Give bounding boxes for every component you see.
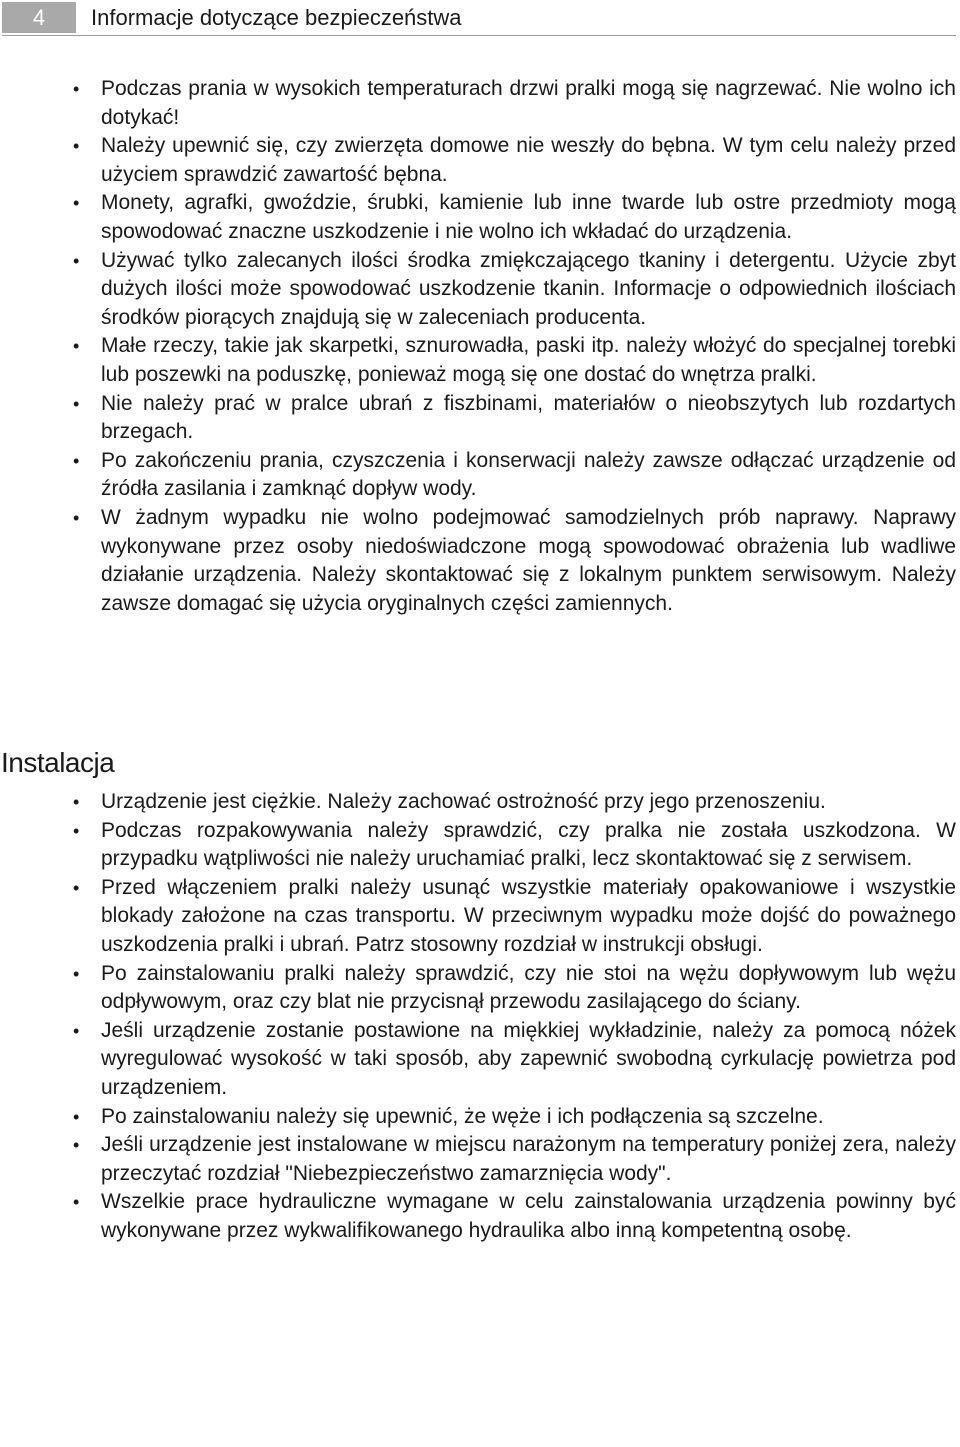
safety-list [0,75,960,618]
list-item: • Jeśli urządzenie jest instalowane w miejscu narażonym na temperatury poniżej zera, należy przeczytać rozdział "Niebezpieczeństwo zamarznięcia wody". [0,1131,956,1188]
installation-heading: Instalacja [1,747,115,778]
list-item: • Wszelkie prace hydrauliczne wymagane w celu zainstalowania urządzenia powinny być wykonywane przez wykwalifikowanego hydraulika albo inną kompetentną osobę. [0,1188,956,1245]
list-item: • Po zakończeniu prania, czyszczenia i konserwacji należy zawsze odłączać urządzenie od źródła zasilania i zamknąć dopływ wody. [0,447,956,504]
page-header [0,0,960,36]
installation-section [0,743,960,1246]
list-item: • Monety, agrafki, gwoździe, śrubki, kamienie lub inne twarde lub ostre przedmioty mogą spowodować znaczne uszkodzenie i nie wolno ich wkładać do urządzenia. [0,189,956,246]
page-number: 4 [2,2,76,33]
list-item: • Po zainstalowaniu pralki należy sprawdzić, czy nie stoi na wężu dopływowym lub wężu odpływowym, oraz czy blat nie przycisnął przewodu zasilającego do ściany. [0,960,956,1017]
list-item: • Po zainstalowaniu należy się upewnić, że węże i ich podłączenia są szczelne. [0,1103,956,1132]
list-item: • Jeśli urządzenie zostanie postawione na miękkiej wykładzinie, należy za pomocą nóżek wyregulować wysokość w taki sposób, aby zapewnić swobodną cyrkulację powietrza pod urządzeniem. [0,1017,956,1103]
list-item: • Należy upewnić się, czy zwierzęta domowe nie weszły do bębna. W tym celu należy przed użyciem sprawdzić zawartość bębna. [0,132,956,189]
list-item: • Podczas rozpakowywania należy sprawdzić, czy pralka nie została uszkodzona. W przypadku wątpliwości nie należy uruchamiać pralki, lecz skontaktować się z serwisem. [0,817,956,874]
list-item: • Nie należy prać w pralce ubrań z fiszbinami, materiałów o nieobszytych lub rozdartych brzegach. [0,390,956,447]
list-item: • Podczas prania w wysokich temperaturach drzwi pralki mogą się nagrzewać. Nie wolno ich dotykać! [0,75,956,132]
list-item: • Używać tylko zalecanych ilości środka zmiękczającego tkaniny i detergentu. Użycie zbyt dużych ilości może spowodować uszkodzenie tkanin. Informacje o odpowiednich ilościach środków piorących znajdują się w zaleceniach producenta. [0,247,956,333]
list-item: • W żadnym wypadku nie wolno podejmować samodzielnych prób naprawy. Naprawy wykonywane przez osoby niedoświadczone mogą spowodować obrażenia lub wadliwe działanie urządzenia. Należy skontaktować się z lokalnym punktem serwisowym. Należy zawsze domagać się użycia oryginalnych części zamiennych. [0,504,956,618]
list-item: • Małe rzeczy, takie jak skarpetki, sznurowadła, paski itp. należy włożyć do specjalnej torebki lub poszewki na poduszkę, ponieważ mogą się one dostać do wnętrza pralki. [0,332,956,389]
page-title: Informacje dotyczące bezpieczeństwa [91,5,462,30]
list-item: • Przed włączeniem pralki należy usunąć wszystkie materiały opakowaniowe i wszystkie blokady założone na czas transportu. W przeciwnym wypadku może dojść do poważnego uszkodzenia pralki i ubrań. Patrz stosowny rozdział w instrukcji obsługi. [0,874,956,960]
installation-list [0,788,960,1246]
header-divider [2,35,956,36]
safety-section [0,75,960,618]
list-item: • Urządzenie jest ciężkie. Należy zachować ostrożność przy jego przenoszeniu. [0,788,956,817]
